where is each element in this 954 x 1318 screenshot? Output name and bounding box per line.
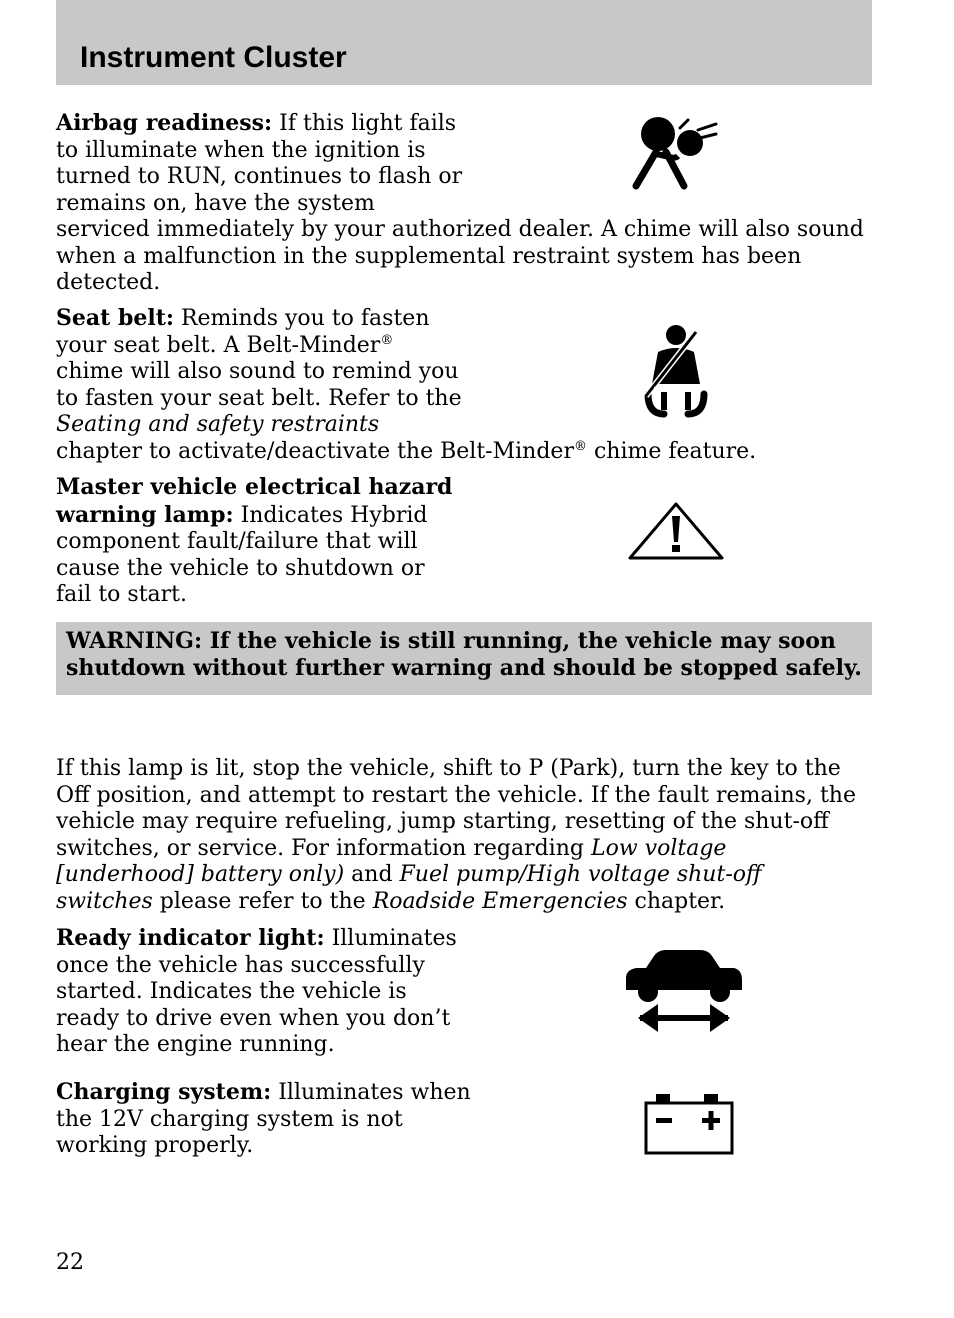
seatbelt-label: Seat belt: [56, 305, 174, 331]
warning-text: WARNING: If the vehicle is still running, the vehicle may soon shutdown without further warning and should be stopped safely. [66, 628, 862, 681]
airbag-paragraph: Airbag readiness: If this light fails to illuminate when the ignition is turned to RUN, continues to flash or remains on, have the system serviced immediately by your authorized dealer. A chime will also sound when a malfunction in the supplemental restraint system has been detected. [56, 110, 864, 295]
ready-label: Ready indicator light: [56, 925, 325, 951]
charging-label: Charging system: [56, 1079, 272, 1105]
warning-box [56, 622, 872, 695]
page-title: Instrument Cluster [80, 41, 347, 74]
charging-paragraph: Charging system: Illuminates when the 12V charging system is not working properly. [56, 1079, 471, 1158]
hazard-label: Master vehicle electrical hazard warning lamp: [56, 474, 453, 528]
warning-triangle-icon [628, 502, 724, 560]
seatbelt-icon [636, 322, 716, 418]
ready-paragraph: Ready indicator light: Illuminates once the vehicle has successfully started. Indicates the vehicle is ready to drive even when you don’t hear the engine running. [56, 925, 457, 1057]
airbag-icon [630, 112, 722, 192]
battery-icon [644, 1092, 734, 1156]
lamp-lit-paragraph: If this lamp is lit, stop the vehicle, shift to P (Park), turn the key to the Off position, and attempt to restart the vehicle. If the fault remains, the vehicle may require refueling, jump starting, resetting of the shut-off switches, or service. For information regarding Low voltage [underhood] battery only) and Fuel pump/High voltage shut-off switches please refer to the Roadside Emergencies chapter. [56, 756, 856, 914]
seatbelt-paragraph: Seat belt: Reminds you to fasten your seat belt. A Belt-Minder® chime will also sound to remind you to fasten your seat belt. Refer to the Seating and safety restraints chapter to activate/deactivate the Belt-Minder® chime feature. [56, 305, 757, 464]
page-header [56, 0, 872, 85]
page-number: 22 [56, 1250, 84, 1275]
airbag-label: Airbag readiness: [56, 110, 273, 136]
hazard-paragraph: Master vehicle electrical hazard warning lamp: Indicates Hybrid component fault/failure that will cause the vehicle to shutdown or fail to start. [56, 474, 453, 607]
ready-car-icon [624, 948, 744, 1034]
